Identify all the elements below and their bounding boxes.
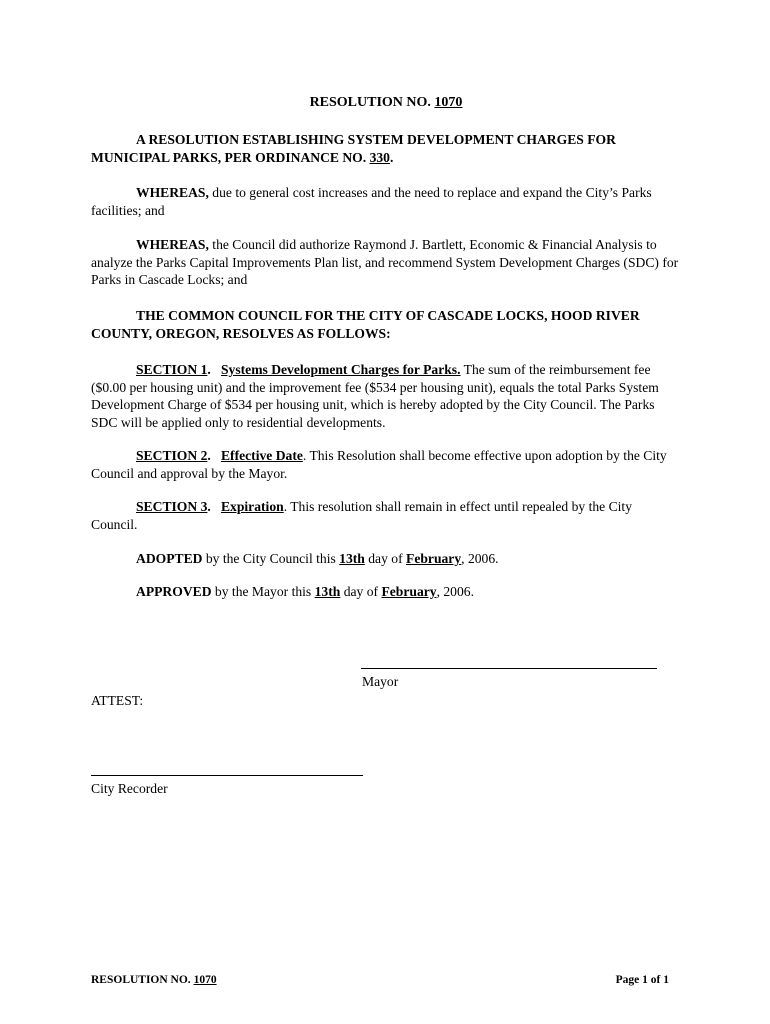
adopted-line: ADOPTED by the City Council this 13th day of February, 2006. [136,551,499,566]
resolves-paragraph: THE COMMON COUNCIL FOR THE CITY OF CASCADE LOCKS, HOOD RIVER COUNTY, OREGON, RESOLVES AS FOLLOWS: [91,308,640,341]
mayor-signature-line [361,668,657,669]
whereas-paragraph-2: WHEREAS, the Council did authorize Raymond J. Bartlett, Economic & Financial Analysis to analyze the Parks Capital Improvements Plan list, and recommend System Development Charges (SDC) for Parks in Cascade Locks; and [91,237,679,287]
footer-resolution-number: RESOLUTION NO. 1070 [91,974,217,986]
ordinance-number: 330 [369,149,390,165]
footer-page-number: Page 1 of 1 [615,974,669,986]
mayor-label: Mayor [362,674,399,689]
document-page [91,0,681,1024]
resolution-subtitle: A RESOLUTION ESTABLISHING SYSTEM DEVELOPMENT CHARGES FOR MUNICIPAL PARKS, PER ORDINANCE NO. 330. [91,132,616,165]
page-title: RESOLUTION NO. 1070 [309,95,463,110]
section-1-paragraph: SECTION 1. Systems Development Charges for Parks. The sum of the reimbursement fee ($0.00 per housing unit) and the improvement fee ($534 per housing unit), equals the total Parks System Development Charge of $534 per housing unit, which is hereby adopted by the City Council. The Parks SDC will be applied only to residential developments. [91,362,659,430]
attest-label: ATTEST: [91,693,144,708]
approved-line: APPROVED by the Mayor this 13th day of February, 2006. [136,584,474,599]
recorder-signature-line [91,775,363,776]
whereas-paragraph-1: WHEREAS, due to general cost increases and the need to replace and expand the City’s Parks facilities; and [91,185,652,218]
section-3-paragraph: SECTION 3. Expiration. This resolution shall remain in effect until repealed by the City Council. [91,499,633,532]
city-recorder-label: City Recorder [91,781,168,796]
section-2-paragraph: SECTION 2. Effective Date. This Resolution shall become effective upon adoption by the City Council and approval by the Mayor. [91,448,667,481]
resolution-number: 1070 [434,95,463,110]
